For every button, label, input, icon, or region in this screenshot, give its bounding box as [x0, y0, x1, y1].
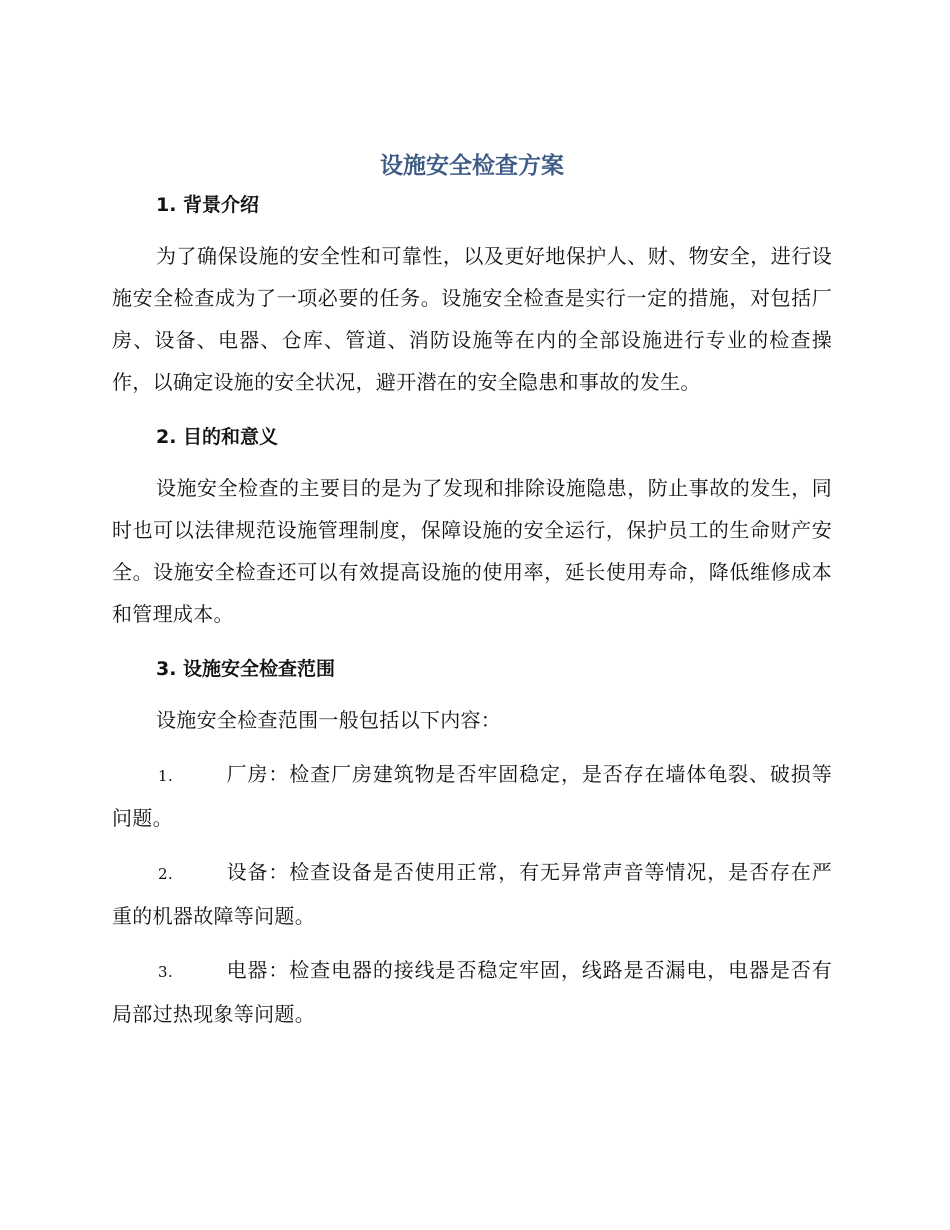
section-heading-purpose: 2. 目的和意义 — [156, 426, 279, 448]
section-intro-scope: 设施安全检查范围一般包括以下内容： — [156, 708, 502, 732]
list-item — [112, 753, 832, 839]
list-item-number: 3. — [158, 963, 173, 981]
list-item-text: 设备：检查设备是否使用正常，有无异常声音等情况，是否存在严重的机器故障等问题。 — [112, 860, 832, 928]
section-paragraph-purpose: 设施安全检查的主要目的是为了发现和排除设施隐患，防止事故的发生，同时也可以法律规范设施管理制度，保障设施的安全运行，保护员工的生命财产安全。设施安全检查还可以有效提高设施的使用率，延长使用寿命，降低维修成本和管理成本。 — [112, 476, 832, 626]
section-heading-background: 1. 背景介绍 — [156, 194, 260, 216]
list-item — [112, 949, 832, 1035]
list-item-text: 电器：检查电器的接线是否稳定牢固，线路是否漏电，电器是否有局部过热现象等问题。 — [112, 958, 832, 1026]
list-item-number: 1. — [158, 767, 173, 785]
list-item-text: 厂房：检查厂房建筑物是否牢固稳定，是否存在墙体龟裂、破损等问题。 — [112, 762, 832, 830]
section-heading-scope: 3. 设施安全检查范围 — [156, 658, 336, 680]
list-item — [112, 851, 832, 937]
document-title: 设施安全检查方案 — [380, 153, 564, 179]
list-item-number: 2. — [158, 865, 173, 883]
document-content — [112, 145, 832, 1035]
section-paragraph-background: 为了确保设施的安全性和可靠性，以及更好地保护人、财、物安全，进行设施安全检查成为了一项必要的任务。设施安全检查是实行一定的措施，对包括厂房、设备、电器、仓库、管道、消防设施等在内的全部设施进行专业的检查操作，以确定设施的安全状况，避开潜在的安全隐患和事故的发生。 — [112, 244, 832, 394]
